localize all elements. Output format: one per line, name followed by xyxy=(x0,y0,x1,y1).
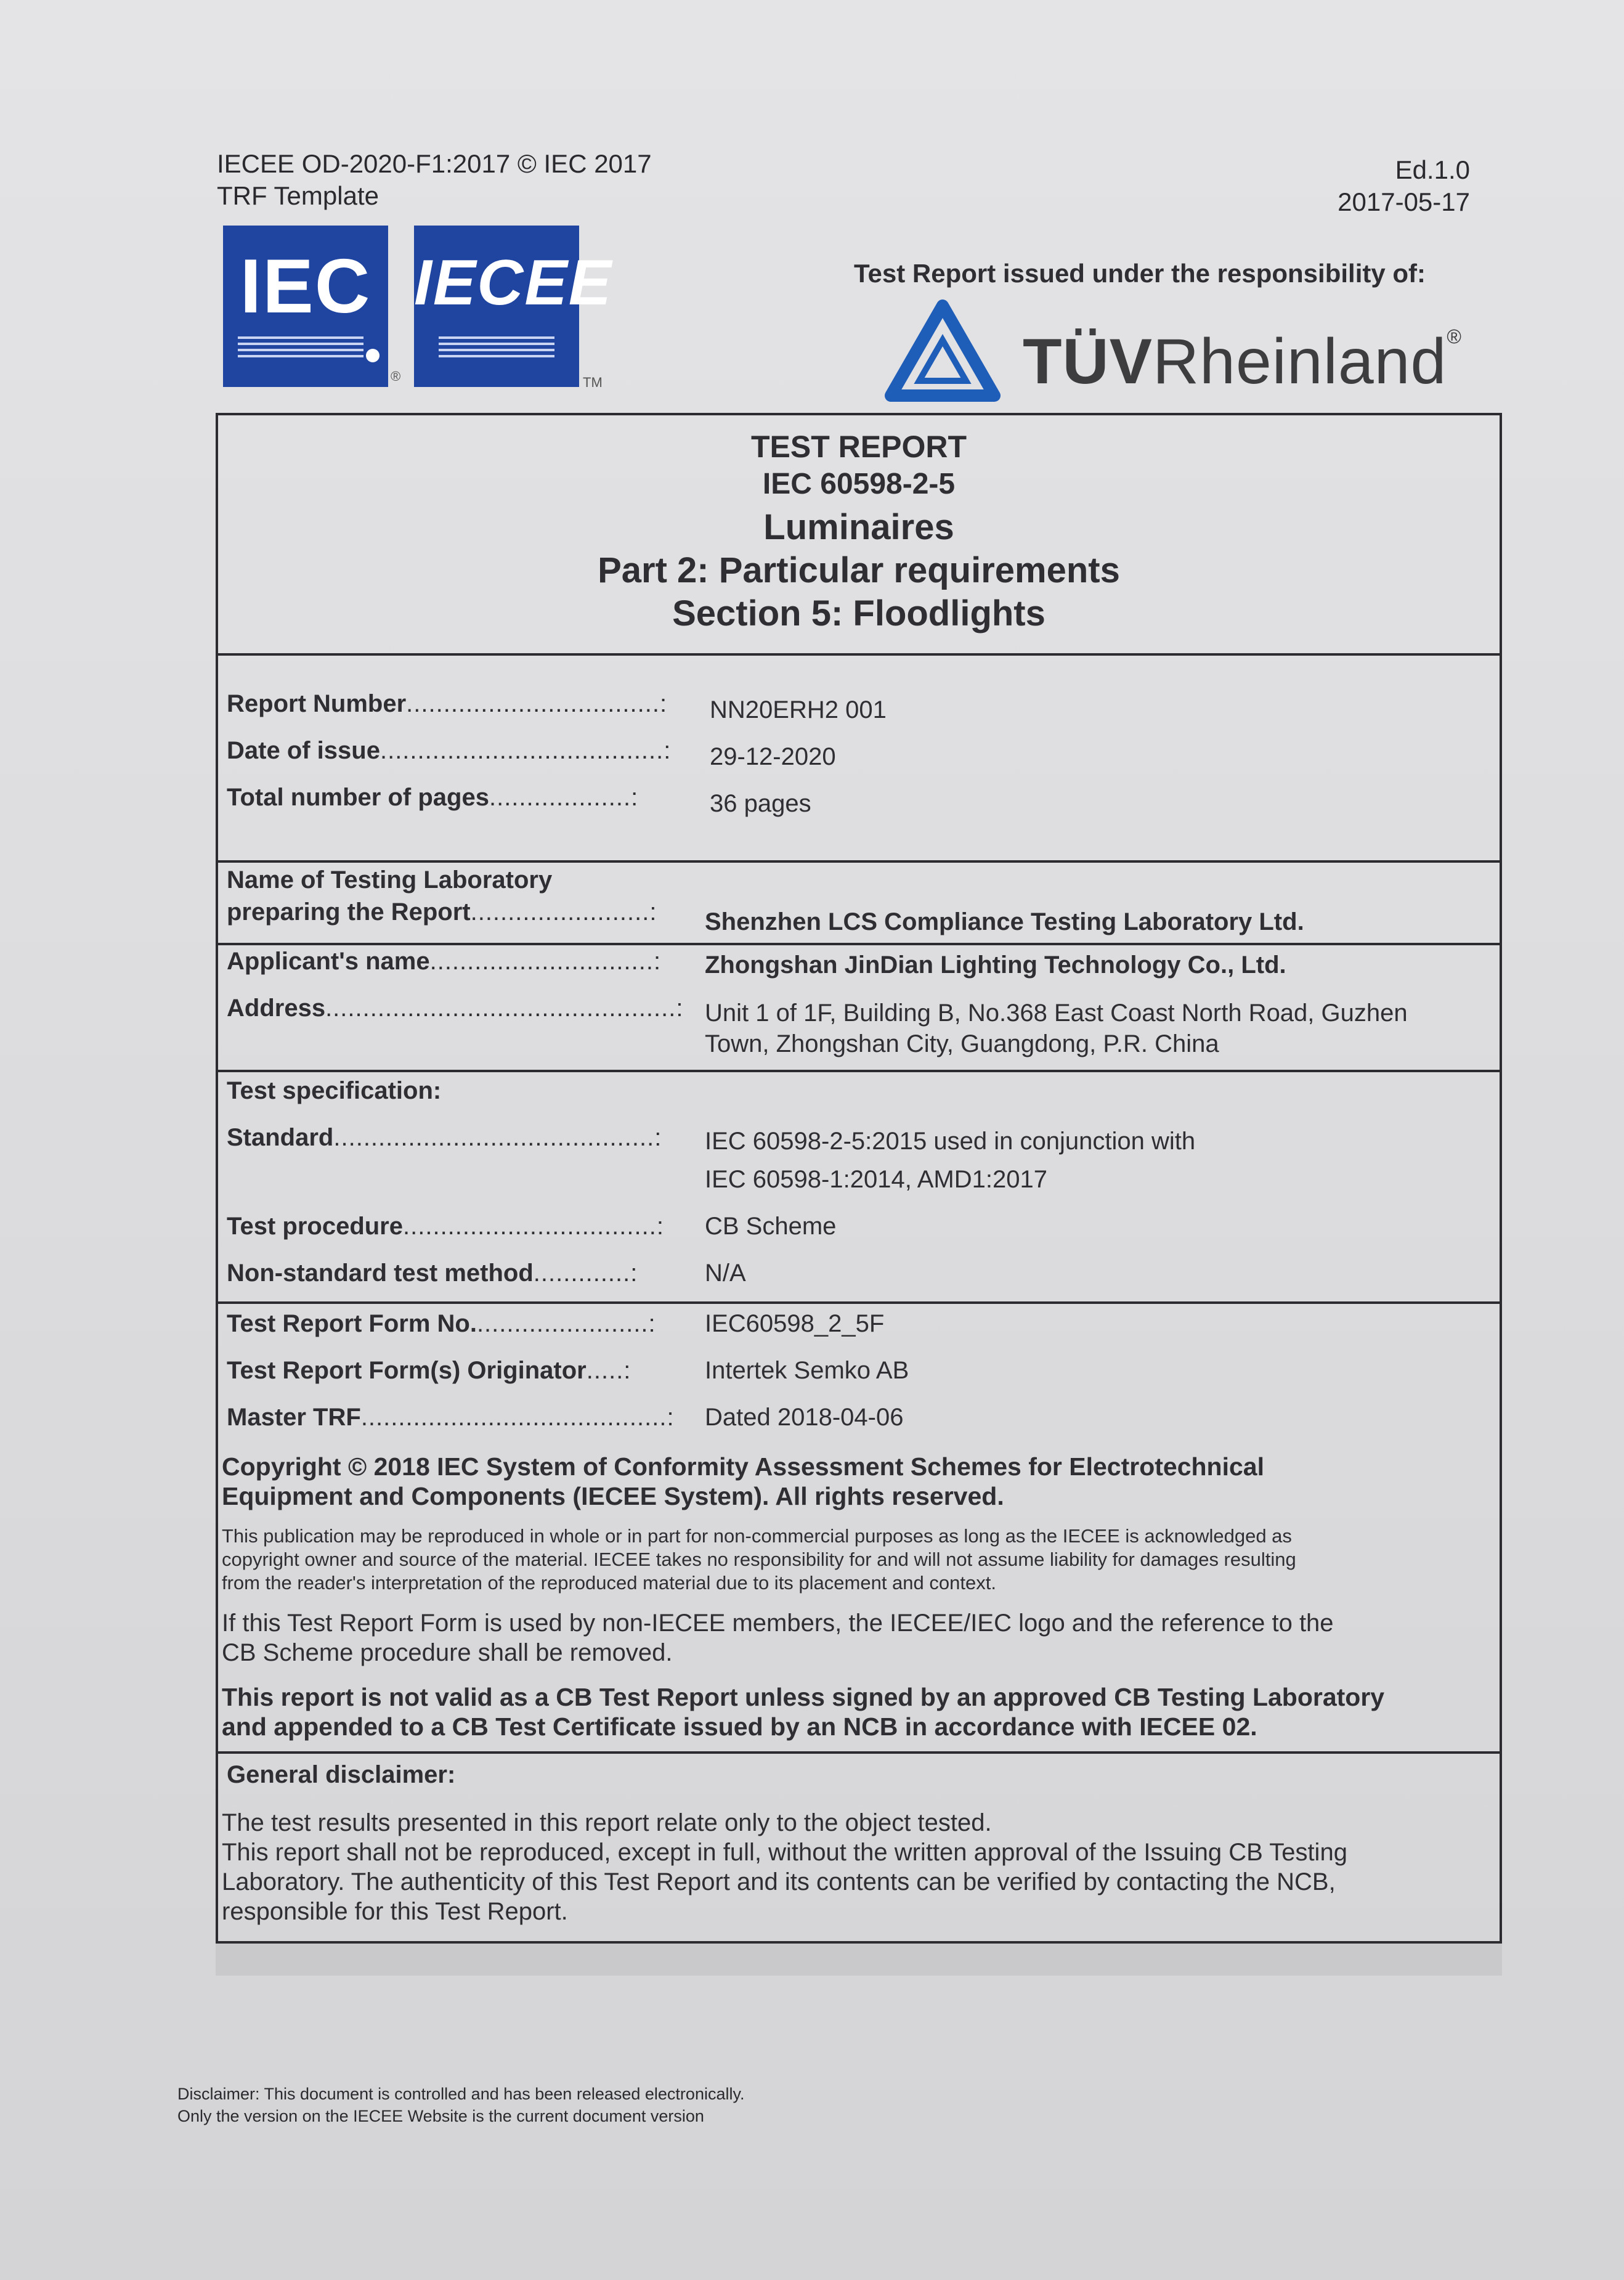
standard-line1: IEC 60598-2-5:2015 used in conjunction with xyxy=(705,1128,1196,1155)
form-no-value: IEC60598_2_5F xyxy=(705,1310,885,1337)
test-spec-heading: Test specification: xyxy=(227,1077,442,1104)
copyright-line1: Copyright © 2018 IEC System of Conformity Assessment Schemes for Electrotechnical xyxy=(222,1452,1264,1481)
tuv-brand-bold: TÜV xyxy=(1023,326,1153,397)
non-standard-label: Non-standard test method.............: xyxy=(227,1260,638,1287)
iecee-logo-lines xyxy=(439,336,554,360)
title-luminaires: Luminaires xyxy=(763,507,954,547)
originator-label: Test Report Form(s) Originator.....: xyxy=(227,1357,631,1384)
test-procedure-value: CB Scheme xyxy=(705,1213,837,1240)
responsibility-label: Test Report issued under the responsibility of: xyxy=(854,259,1426,288)
edition-date: 2017-05-17 xyxy=(1338,187,1470,216)
lab-label-line2: preparing the Report........................: xyxy=(227,898,657,926)
master-trf-value: Dated 2018-04-06 xyxy=(705,1404,904,1431)
form-no-label: Test Report Form No........................: xyxy=(227,1310,656,1337)
disclaimer-line3: Laboratory. The authenticity of this Test Report and its contents can be verified by contacting the NCB, xyxy=(222,1868,1336,1895)
footer-line1: Disclaimer: This document is controlled and has been released electronically. xyxy=(177,2085,745,2103)
tuv-reg-mark: ® xyxy=(1447,325,1462,348)
address-label: Address...............................................: xyxy=(227,995,684,1022)
applicant-name-value: Zhongshan JinDian Lighting Technology Co., Ltd. xyxy=(705,951,1286,979)
divider xyxy=(216,1301,1502,1304)
iec-logo xyxy=(223,226,388,387)
title-part: Part 2: Particular requirements xyxy=(598,550,1120,590)
standard-line2: IEC 60598-1:2014, AMD1:2017 xyxy=(705,1166,1047,1193)
divider xyxy=(216,653,1502,656)
copyright-line2: Equipment and Components (IECEE System). All rights reserved. xyxy=(222,1482,1004,1510)
title-standard: IEC 60598-2-5 xyxy=(762,468,956,500)
publication-line1: This publication may be reproduced in whole or in part for non-commercial purposes as long as the IECEE is acknowledged as xyxy=(222,1525,1292,1547)
validity-line1: This report is not valid as a CB Test Report unless signed by an approved CB Testing Laboratory xyxy=(222,1683,1385,1711)
non-iecee-line1: If this Test Report Form is used by non-IECEE members, the IECEE/IEC logo and the reference to the xyxy=(222,1610,1334,1637)
template-label: TRF Template xyxy=(217,181,379,210)
doc-id: IECEE OD-2020-F1:2017 © IEC 2017 xyxy=(217,149,652,178)
iecee-tm-mark: TM xyxy=(583,375,603,390)
disclaimer-line2: This report shall not be reproduced, except in full, without the written approval of the Issuing CB Testing xyxy=(222,1839,1347,1866)
iec-logo-dot xyxy=(366,349,380,362)
lab-label-line1: Name of Testing Laboratory xyxy=(227,866,553,894)
divider xyxy=(216,1070,1502,1072)
non-iecee-line2: CB Scheme procedure shall be removed. xyxy=(222,1639,673,1666)
report-number-label: Report Number..................................: xyxy=(227,690,668,717)
applicant-name-label: Applicant's name..............................: xyxy=(227,948,662,975)
divider xyxy=(216,1751,1502,1754)
disclaimer-line1: The test results presented in this report relate only to the object tested. xyxy=(222,1809,992,1836)
originator-value: Intertek Semko AB xyxy=(705,1357,909,1384)
standard-label: Standard...........................................: xyxy=(227,1124,662,1151)
disclaimer-line4: responsible for this Test Report. xyxy=(222,1898,568,1925)
address-line2: Town, Zhongshan City, Guangdong, P.R. China xyxy=(705,1030,1219,1057)
tuv-brand xyxy=(1023,325,1462,399)
date-of-issue-label: Date of issue......................................: xyxy=(227,737,672,764)
title-section: Section 5: Floodlights xyxy=(672,593,1045,633)
validity-line2: and appended to a CB Test Certificate issued by an NCB in accordance with IECEE 02. xyxy=(222,1712,1257,1741)
divider xyxy=(216,860,1502,863)
tuv-triangle-icon xyxy=(887,302,998,401)
master-trf-label: Master TRF.........................................: xyxy=(227,1404,675,1431)
date-of-issue-value: 29-12-2020 xyxy=(710,743,836,770)
edition: Ed.1.0 xyxy=(1395,155,1470,184)
test-procedure-label: Test procedure..................................: xyxy=(227,1213,664,1240)
non-standard-value: N/A xyxy=(705,1260,746,1287)
report-number-value: NN20ERH2 001 xyxy=(710,696,887,723)
iec-logo-text: IEC xyxy=(240,244,371,329)
iecee-logo-text: IECEE xyxy=(414,247,613,319)
general-disclaimer-heading: General disclaimer: xyxy=(227,1761,456,1788)
bottom-bar xyxy=(216,1941,1502,1976)
total-pages-label: Total number of pages...................: xyxy=(227,784,639,811)
publication-line2: copyright owner and source of the material. IECEE takes no responsibility for and will not assume liability for damages resulting xyxy=(222,1549,1296,1570)
iec-logo-lines xyxy=(238,336,363,360)
total-pages-value: 36 pages xyxy=(710,790,811,817)
address-line1: Unit 1 of 1F, Building B, No.368 East Coast North Road, Guzhen xyxy=(705,1000,1408,1027)
lab-value: Shenzhen LCS Compliance Testing Laboratory Ltd. xyxy=(705,908,1304,935)
iec-reg-mark: ® xyxy=(391,368,401,384)
publication-line3: from the reader's interpretation of the reproduced material due to its placement and context. xyxy=(222,1572,996,1594)
tuv-brand-light: Rheinland xyxy=(1153,326,1447,397)
footer-line2: Only the version on the IECEE Website is the current document version xyxy=(177,2107,704,2125)
title-test-report: TEST REPORT xyxy=(750,430,967,464)
divider xyxy=(216,943,1502,945)
